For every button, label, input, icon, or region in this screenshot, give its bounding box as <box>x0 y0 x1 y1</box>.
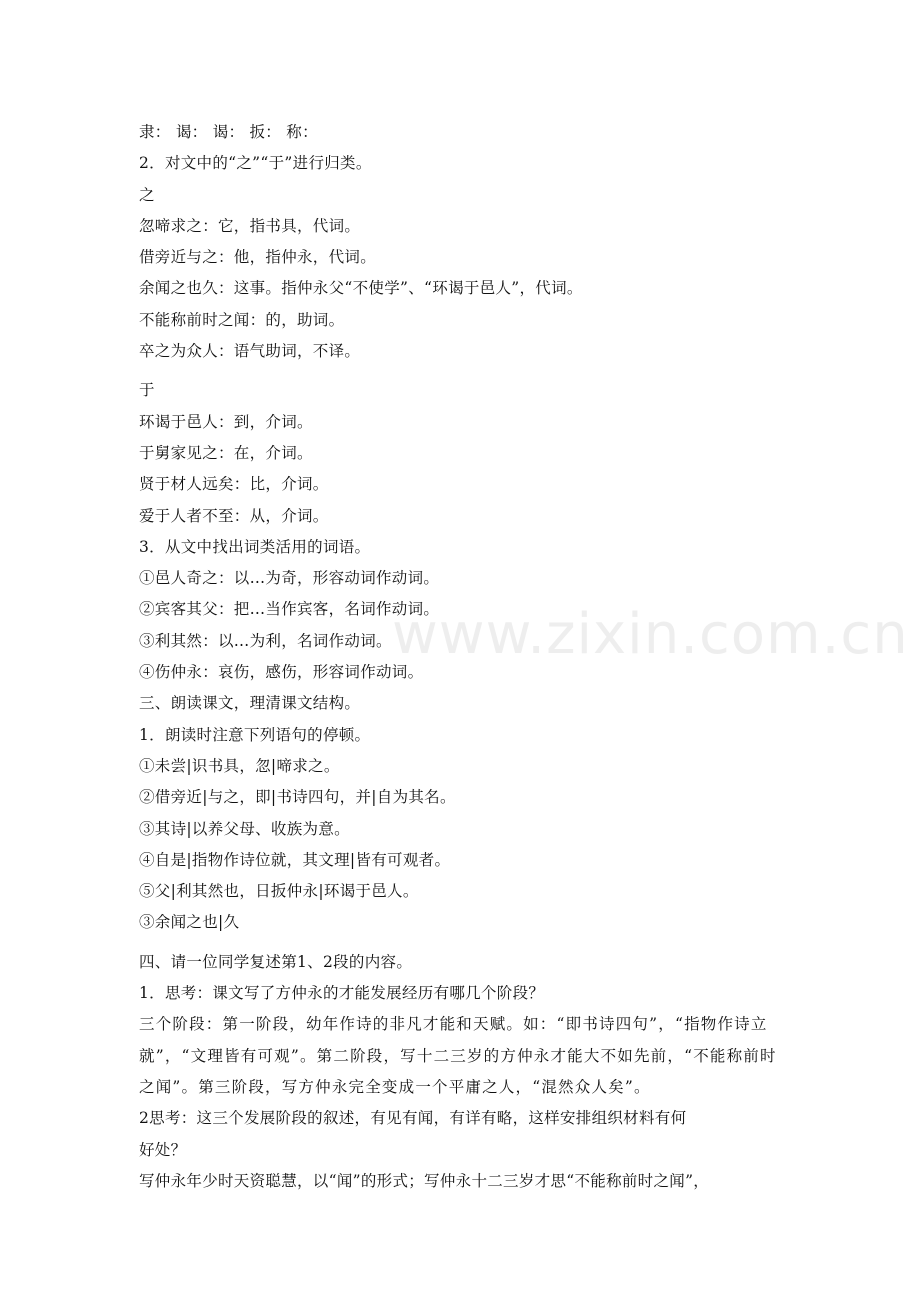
text-line: 卒之为众人：语气助词，不译。 <box>139 342 361 361</box>
text-line: ⑤父|利其然也，日扳仲永|环谒于邑人。 <box>139 882 419 901</box>
text-line: 于舅家见之：在，介词。 <box>139 443 313 462</box>
text-line: 借旁近与之：他，指仲永，代词。 <box>139 248 377 267</box>
text-line: ②借旁近|与之，即|书诗四句，并|自为其名。 <box>139 788 456 807</box>
text-line: 2思考：这三个发展阶段的叙述，有见有闻，有详有略，这样安排组织材料有何 <box>139 1109 687 1128</box>
text-line: ③利其然：以…为利，名词作动词。 <box>139 631 392 650</box>
section-heading: 四、请一位同学复述第1、2段的内容。 <box>139 952 413 971</box>
section-heading: 之 <box>139 185 155 204</box>
text-line: 爱于人者不至：从，介词。 <box>139 506 329 525</box>
watermark: www.zixin.com.cn <box>392 602 909 667</box>
text-line: 隶： 谒： 谒： 扳： 称： <box>139 123 318 141</box>
text-line: ③余闻之也|久 <box>139 913 240 932</box>
text-line: ③其诗|以养父母、收族为意。 <box>139 819 350 838</box>
paragraph-gap <box>139 367 789 375</box>
section-heading: 于 <box>139 381 155 400</box>
text-line: ②宾客其父：把…当作宾客，名词作动词。 <box>139 600 440 619</box>
text-line: ④伤仲永：哀伤，感伤，形容词作动词。 <box>139 663 424 682</box>
text-line: 环谒于邑人：到，介词。 <box>139 412 313 431</box>
section-heading: 三、朗读课文，理清课文结构。 <box>139 694 361 713</box>
text-line: 写仲永年少时天资聪慧，以“闻”的形式；写仲永十二三岁才思“不能称前时之闻”， <box>139 1171 710 1190</box>
text-line: ④自是|指物作诗位就，其文理|皆有可观者。 <box>139 850 451 869</box>
text-line: ①邑人奇之：以…为奇，形容动词作动词。 <box>139 569 440 588</box>
text-line: 不能称前时之闻：的，助词。 <box>139 310 345 329</box>
text-line: 好处？ <box>139 1140 187 1159</box>
text-line: 余闻之也久：这事。指仲永父“不使学”、“环谒于邑人”，代词。 <box>139 279 583 298</box>
document-body <box>139 117 789 1197</box>
text-line: 2．对文中的“之”“于”进行归类。 <box>139 154 372 173</box>
text-line: 1．朗读时注意下列语句的停顿。 <box>139 725 371 744</box>
text-line: 3．从文中找出词类活用的词语。 <box>139 537 371 556</box>
text-line: 1．思考：课文写了方仲永的才能发展经历有哪几个阶段？ <box>139 984 545 1003</box>
paragraph-gap <box>139 939 789 947</box>
text-line: 贤于材人远矣：比，介词。 <box>139 475 329 494</box>
paragraph: 三个阶段：第一阶段，幼年作诗的非凡才能和天赋。如：“即书诗四句”，“指物作诗立就”，“文理皆有可观”。第二阶段，写十二三岁的方仲永才能大不如先前，“不能称前时之闻”。第三阶段，写方仲永完全变成一个平庸之人，“混然众人矣”。 <box>139 1015 777 1096</box>
text-line: 忽啼求之：它，指书具，代词。 <box>139 216 361 235</box>
text-line: ①未尝|识书具，忽|啼求之。 <box>139 756 340 775</box>
